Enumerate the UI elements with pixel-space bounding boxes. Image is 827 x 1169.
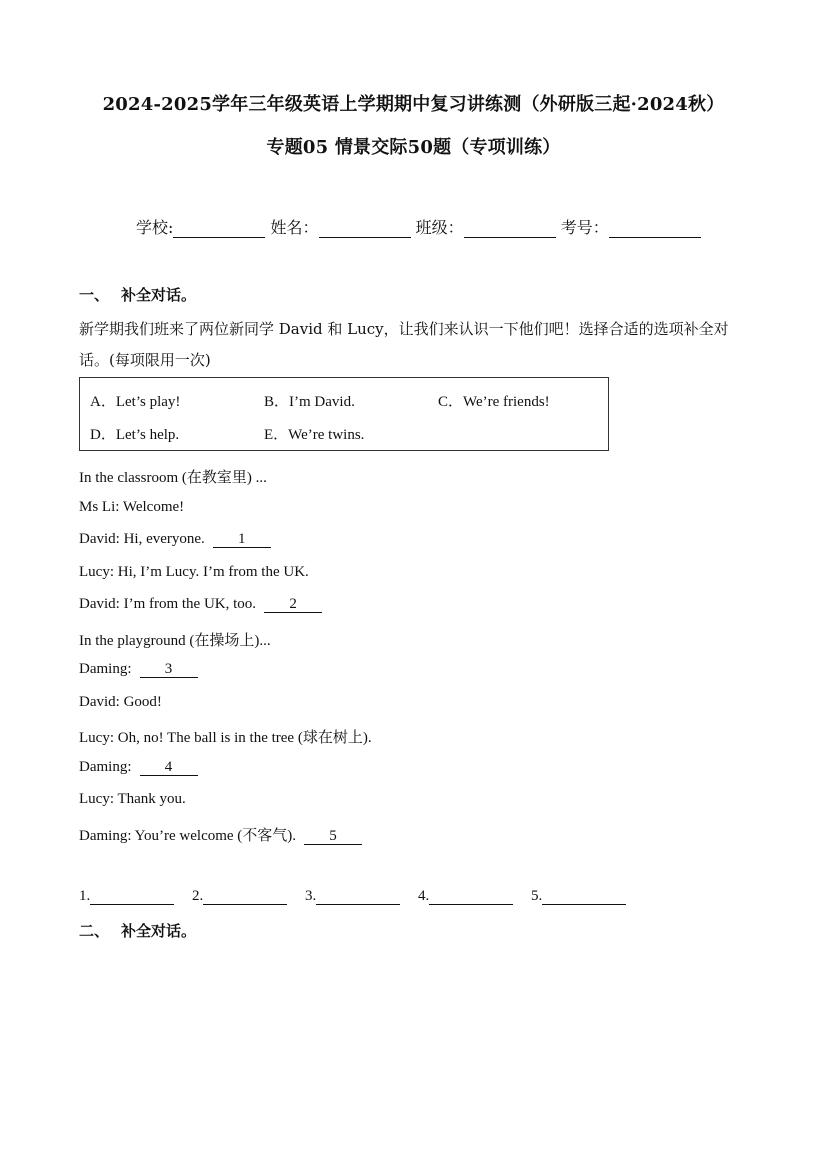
answer-gap-4[interactable]: 4 — [140, 759, 198, 776]
dialogue-text: David: Good! — [79, 694, 162, 710]
section-1-title: 补全对话。 — [121, 286, 197, 304]
answer-blanks-row — [79, 888, 640, 905]
name-label: 姓名： — [270, 218, 319, 237]
dialogue-text: Daming: — [79, 759, 132, 775]
school-field[interactable] — [173, 219, 265, 238]
dialogue-line — [79, 759, 198, 776]
answer-label: 4. — [418, 888, 430, 904]
dialogue-text: Daming: You’re welcome (不客气). — [79, 828, 297, 844]
class-field[interactable] — [464, 219, 556, 238]
section-2-title: 补全对话。 — [121, 922, 197, 940]
exam-no-label: 考号： — [560, 218, 609, 237]
dialogue-text: In the classroom (在教室里) ... — [79, 470, 267, 486]
dialogue-text: Lucy: Thank you. — [79, 791, 186, 807]
student-info-row — [136, 215, 701, 238]
section-1-number: 一、 — [79, 286, 110, 304]
answer-blank-2[interactable] — [192, 888, 287, 905]
dialogue-text: Daming: — [79, 661, 132, 677]
option-e: E．We’re twins. — [264, 427, 365, 443]
dialogue-line — [79, 564, 309, 581]
dialogue-line — [79, 824, 362, 845]
section-2-heading — [79, 920, 196, 941]
section-2-number: 二、 — [79, 922, 110, 940]
answer-gap-5[interactable]: 5 — [304, 828, 362, 845]
dialogue-text: David: I’m from the UK, too. — [79, 596, 257, 612]
dialogue-line — [79, 531, 271, 548]
dialogue-text: David: Hi, everyone. — [79, 531, 205, 547]
answer-label: 2. — [192, 888, 204, 904]
school-label: 学校: — [136, 218, 174, 237]
dialogue-line — [79, 466, 267, 487]
section-1-heading — [79, 284, 196, 305]
answer-gap-1[interactable]: 1 — [213, 531, 271, 548]
answer-gap-2[interactable]: 2 — [264, 596, 322, 613]
page-subtitle: 专题05 情景交际50题（专项训练） — [266, 137, 561, 158]
section-1-instructions: 新学期我们班来了两位新同学 David 和 Lucy，让我们来认识一下他们吧！选择合适的选项补全对话。(每项限用一次) — [79, 320, 729, 369]
option-b: B．I’m David. — [264, 394, 355, 410]
page-title: 2024-2025学年三年级英语上学期期中复习讲练测（外研版三起·2024秋） — [102, 94, 725, 115]
answer-label: 5. — [531, 888, 543, 904]
options-box — [79, 377, 609, 451]
option-c: C．We’re friends! — [438, 394, 550, 410]
dialogue-line — [79, 499, 184, 516]
dialogue-line — [79, 726, 372, 747]
dialogue-line — [79, 661, 198, 678]
dialogue-line — [79, 694, 162, 711]
dialogue-text: In the playground (在操场上)... — [79, 633, 271, 649]
answer-gap-3[interactable]: 3 — [140, 661, 198, 678]
dialogue-line — [79, 791, 186, 808]
name-field[interactable] — [319, 219, 411, 238]
dialogue-line — [79, 596, 322, 613]
dialogue-text: Lucy: Oh, no! The ball is in the tree (球在树上). — [79, 730, 372, 746]
dialogue-text: Lucy: Hi, I’m Lucy. I’m from the UK. — [79, 564, 309, 580]
dialogue-text: Ms Li: Welcome! — [79, 499, 185, 515]
answer-blank-4[interactable] — [418, 888, 513, 905]
answer-label: 3. — [305, 888, 317, 904]
exam-no-field[interactable] — [609, 219, 701, 238]
option-a: A．Let’s play! — [90, 394, 181, 410]
class-label: 班级： — [415, 218, 464, 237]
dialogue-line — [79, 629, 271, 650]
answer-blank-3[interactable] — [305, 888, 400, 905]
answer-blank-5[interactable] — [531, 888, 626, 905]
answer-label: 1. — [79, 888, 91, 904]
answer-blank-1[interactable] — [79, 888, 174, 905]
option-d: D．Let’s help. — [90, 427, 180, 443]
